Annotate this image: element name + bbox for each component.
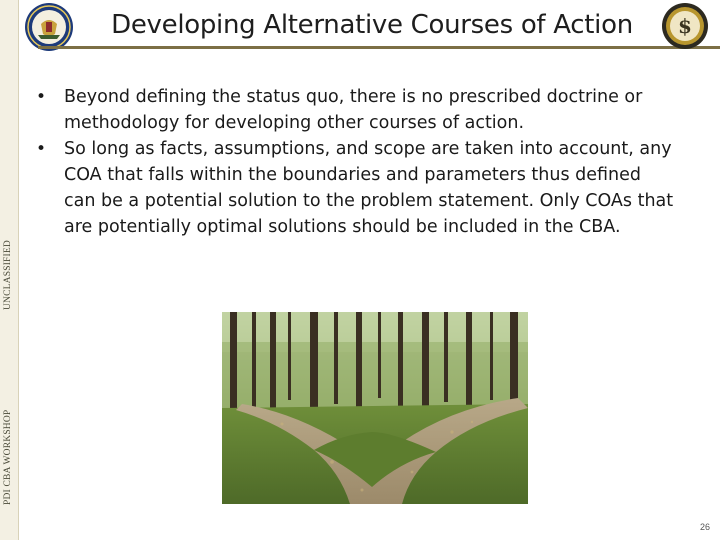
slide-header bbox=[18, 0, 720, 58]
bullet-text: Beyond defining the status quo, there is no prescribed doctrine or methodology for developing other courses of action. bbox=[64, 87, 643, 133]
header-rule bbox=[38, 46, 720, 49]
workshop-label: PDI CBA WORKSHOP bbox=[3, 409, 13, 505]
dollar-coin-icon bbox=[661, 2, 709, 50]
svg-text:$: $ bbox=[678, 14, 692, 38]
bullet-item bbox=[34, 136, 674, 240]
bullet-dot-icon: • bbox=[35, 139, 47, 159]
classification-label: UNCLASSIFIED bbox=[3, 240, 13, 310]
bullet-text: So long as facts, assumptions, and scope are taken into account, any COA that falls within the boundaries and parameters thus defined can be a potential solution to the problem statement. Only COAs that are potentially optimal solutions should be included in the CBA. bbox=[64, 139, 674, 237]
left-sidebar bbox=[0, 0, 19, 540]
slide-title: Developing Alternative Courses of Action bbox=[111, 10, 633, 40]
army-seal-icon bbox=[24, 2, 74, 52]
page-number: 26 bbox=[700, 522, 711, 532]
bullet-dot-icon: • bbox=[35, 87, 47, 107]
forked-forest-path-photo bbox=[222, 312, 528, 504]
bullet-list bbox=[34, 84, 674, 240]
bullet-item bbox=[34, 84, 674, 136]
